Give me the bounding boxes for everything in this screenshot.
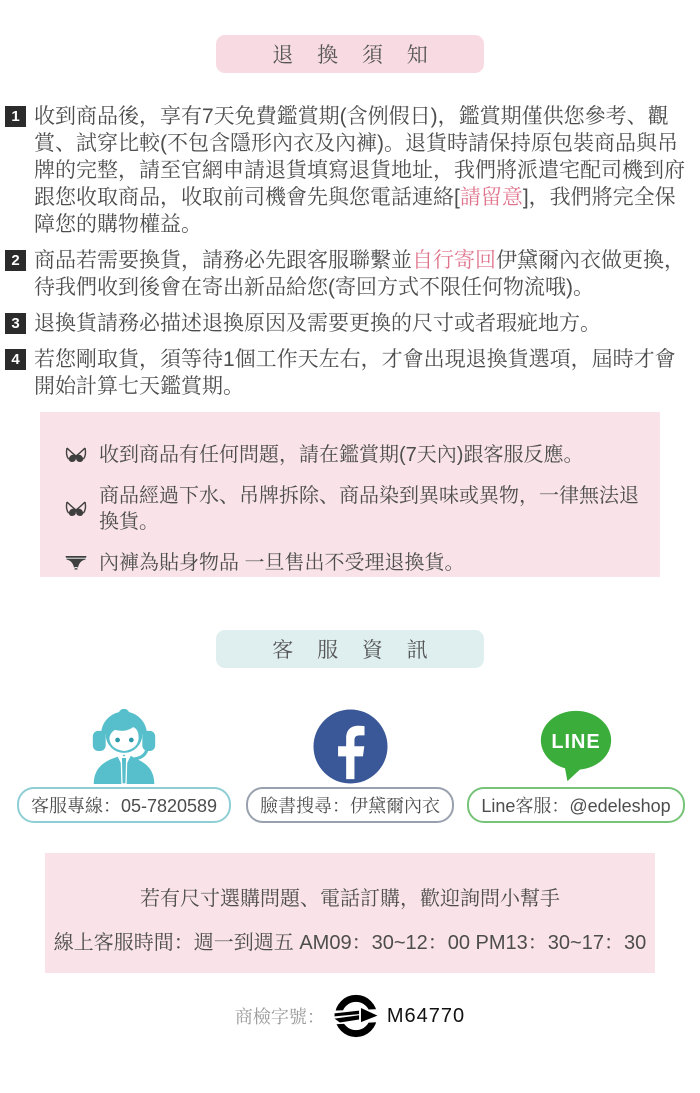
inspection-code: M64770 bbox=[386, 1004, 466, 1027]
contact-card-phone bbox=[18, 696, 230, 823]
contact-pill-line[interactable]: Line客服：@edeleshop bbox=[467, 787, 684, 823]
text-segment: 收到商品後，享有7天免費鑑賞期(含例假日)，鑑賞期僅供您參考、觀賞、試穿比較(不包含隱形內衣及內褲)。退貨時請保持原包裝商品與吊牌的完整，請至官網申請退貨填寫退貨地址，我們將派遣宅配司機到府跟您收取商品，收取前司機會先與您電話連絡[ bbox=[34, 105, 685, 209]
policy-text: 收到商品有任何問題，請在鑑賞期(7天內)跟客服反應。 bbox=[99, 444, 584, 466]
helper-box bbox=[45, 853, 655, 973]
facebook-icon[interactable] bbox=[313, 696, 388, 784]
inspection-label: 商檢字號： bbox=[234, 1007, 325, 1027]
text-segment: ]，我們將完全保障您的購物權益。 bbox=[34, 186, 676, 236]
notice-list bbox=[5, 103, 695, 409]
notice-item-text bbox=[34, 103, 695, 238]
bra-icon bbox=[64, 444, 90, 466]
text-segment: 若您剛取貨，須等待1個工作天左右，才會出現退換貨選項，屆時才會開始計算七天鑑賞期。 bbox=[34, 348, 676, 398]
text-segment: 商品若需要換貨，請務必先跟客服聯繫並 bbox=[34, 249, 412, 272]
svg-text:LINE: LINE bbox=[551, 730, 601, 753]
policy-row bbox=[64, 483, 650, 535]
contact-pill-facebook[interactable]: 臉書搜尋：伊黛爾內衣 bbox=[246, 787, 454, 823]
policy-row bbox=[64, 550, 650, 576]
notice-item-3 bbox=[5, 310, 695, 337]
notice-item-text bbox=[34, 310, 695, 337]
customer-service-agent-icon[interactable] bbox=[82, 696, 166, 784]
item-number-badge: 3 bbox=[5, 313, 26, 334]
helper-line2: 線上客服時間：週一到週五 AM09：30~12：00 PM13：30~17：30 bbox=[53, 932, 647, 954]
notice-item-1 bbox=[5, 103, 695, 238]
return-notice-title: 退 換 須 知 bbox=[272, 44, 437, 67]
text-segment: 伊黛爾內衣做更換，待我們收到後會在寄出新品給您(寄回方式不限任何物流哦)。 bbox=[34, 249, 685, 299]
customer-service-banner bbox=[216, 630, 484, 668]
panty-icon bbox=[64, 552, 90, 574]
policy-box bbox=[40, 412, 660, 577]
customer-service-title: 客 服 資 訊 bbox=[272, 639, 437, 662]
contact-pill-phone[interactable]: 客服專線：05-7820589 bbox=[17, 787, 231, 823]
highlighted-text: 請留意 bbox=[459, 186, 523, 209]
text-segment: 退換貨請務必描述退換原因及需要更換的尺寸或者瑕疵地方。 bbox=[34, 312, 601, 335]
bra-icon bbox=[64, 498, 90, 520]
notice-item-4 bbox=[5, 346, 695, 400]
item-number-badge: 1 bbox=[5, 106, 26, 127]
notice-item-2 bbox=[5, 247, 695, 301]
contact-row bbox=[0, 696, 700, 823]
contact-card-facebook bbox=[244, 696, 456, 823]
item-number-badge: 2 bbox=[5, 250, 26, 271]
helper-line1: 若有尺寸選購問題、電話訂購，歡迎詢問小幫手 bbox=[140, 888, 560, 910]
notice-item-text bbox=[34, 247, 695, 301]
contact-card-line bbox=[470, 696, 682, 823]
policy-text: 商品經過下水、吊牌拆除、商品染到異味或異物，一律無法退換貨。 bbox=[99, 485, 639, 533]
return-notice-banner bbox=[216, 35, 484, 73]
highlighted-text: 自行寄回 bbox=[412, 249, 496, 272]
line-icon[interactable] bbox=[538, 696, 614, 784]
bsmi-mark-icon bbox=[333, 993, 379, 1039]
policy-text: 內褲為貼身物品 一旦售出不受理退換貨。 bbox=[99, 552, 465, 574]
item-number-badge: 4 bbox=[5, 349, 26, 370]
notice-item-text bbox=[34, 346, 695, 400]
policy-row bbox=[64, 442, 650, 468]
inspection-footer bbox=[0, 990, 700, 1042]
